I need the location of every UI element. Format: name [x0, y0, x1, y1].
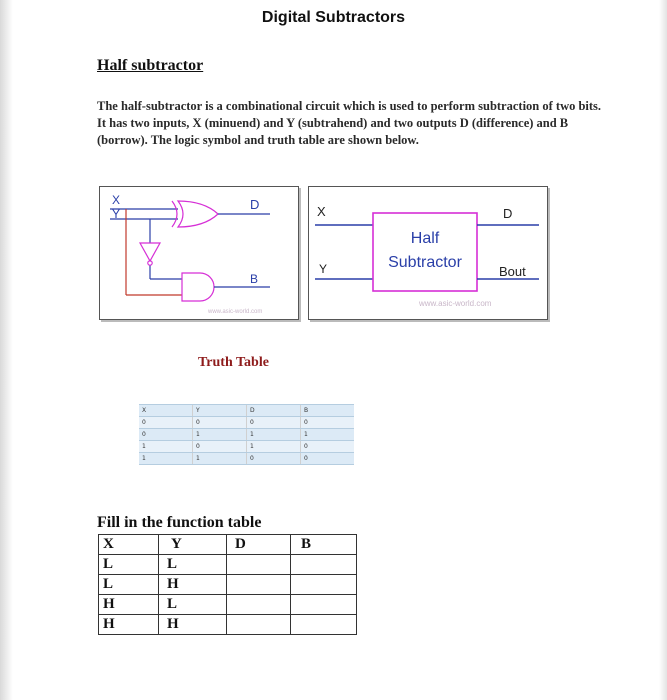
- d-label: D: [503, 206, 513, 221]
- circuit-diagram: [99, 186, 299, 320]
- table-cell: H: [99, 595, 159, 615]
- table-row: [139, 429, 354, 441]
- table-cell: 0: [139, 429, 193, 441]
- xor-gate-back: [172, 201, 177, 227]
- table-row: [99, 575, 357, 595]
- truth-table: [139, 404, 354, 465]
- header-cell: D: [227, 535, 291, 555]
- function-table: [98, 534, 357, 635]
- table-cell: H: [159, 575, 227, 595]
- table-cell: 1: [193, 453, 247, 465]
- table-row: [99, 615, 357, 635]
- header-cell: Y: [159, 535, 227, 555]
- truth-table-header: [139, 405, 354, 417]
- answer-cell[interactable]: [227, 575, 291, 595]
- table-cell: 0: [301, 453, 355, 465]
- table-cell: H: [99, 615, 159, 635]
- table-cell: 1: [301, 429, 355, 441]
- block-diagram: [308, 186, 548, 320]
- header-cell: B: [291, 535, 357, 555]
- table-cell: 0: [247, 453, 301, 465]
- watermark: www.asic-world.com: [419, 299, 492, 308]
- table-cell: 1: [139, 441, 193, 453]
- page-shadow-left: [0, 0, 13, 700]
- and-gate: [182, 273, 214, 301]
- table-cell: 0: [139, 417, 193, 429]
- y-label: Y: [319, 262, 328, 276]
- half-subtractor-block: [373, 213, 477, 291]
- function-table-heading: Fill in the function table: [97, 514, 262, 531]
- header-cell: B: [301, 405, 355, 417]
- table-row: [139, 417, 354, 429]
- x-label: X: [317, 204, 326, 219]
- table-cell: L: [159, 595, 227, 615]
- answer-cell[interactable]: [291, 595, 357, 615]
- xor-gate: [178, 201, 218, 227]
- table-cell: 0: [301, 417, 355, 429]
- x-label: X: [112, 193, 121, 207]
- table-cell: 1: [139, 453, 193, 465]
- answer-cell[interactable]: [227, 615, 291, 635]
- table-row: [139, 453, 354, 465]
- answer-cell[interactable]: [227, 595, 291, 615]
- table-cell: 1: [247, 429, 301, 441]
- table-cell: 0: [301, 441, 355, 453]
- table-cell: 1: [193, 429, 247, 441]
- table-cell: 1: [247, 441, 301, 453]
- block-label-line1: Half: [410, 230, 440, 247]
- header-cell: X: [99, 535, 159, 555]
- d-label: D: [250, 197, 260, 212]
- b-label: B: [250, 272, 259, 286]
- table-cell: L: [159, 555, 227, 575]
- table-cell: L: [99, 575, 159, 595]
- header-cell: Y: [193, 405, 247, 417]
- not-gate: [140, 243, 160, 261]
- bout-label: Bout: [499, 264, 526, 279]
- table-row: [99, 595, 357, 615]
- y-label: Y: [112, 207, 121, 221]
- table-row: [139, 441, 354, 453]
- answer-cell[interactable]: [291, 615, 357, 635]
- answer-cell[interactable]: [227, 555, 291, 575]
- answer-cell[interactable]: [291, 555, 357, 575]
- answer-cell[interactable]: [291, 575, 357, 595]
- table-row: [99, 555, 357, 575]
- document-title: Digital Subtractors: [261, 9, 406, 26]
- header-cell: X: [139, 405, 193, 417]
- page-shadow-right: [659, 0, 667, 700]
- watermark: www.asic-world.com: [208, 309, 263, 315]
- block-svg: [309, 187, 547, 319]
- section-heading: Half subtractor: [97, 57, 204, 74]
- truth-table-caption: Truth Table: [198, 355, 269, 370]
- intro-paragraph: The half-subtractor is a combinational circuit which is used to perform subtraction of two bits. It has two inputs, X (minuend) and Y (subtrahend) and two outputs D (difference) and B (borrow). The logic symbol and truth table are shown below.: [97, 99, 602, 147]
- table-cell: 0: [193, 441, 247, 453]
- table-cell: 0: [193, 417, 247, 429]
- table-cell: H: [159, 615, 227, 635]
- table-cell: 0: [247, 417, 301, 429]
- circuit-svg: [100, 187, 298, 319]
- table-cell: L: [99, 555, 159, 575]
- header-cell: D: [247, 405, 301, 417]
- block-label-line2: Subtractor: [388, 254, 462, 271]
- function-table-header: [99, 535, 357, 555]
